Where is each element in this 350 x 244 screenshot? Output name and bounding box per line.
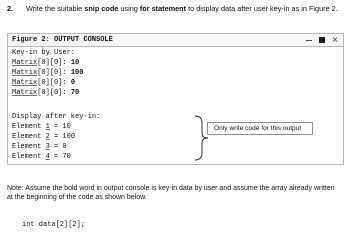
question-bold-for-statement: for statement [139,4,187,13]
console-input-line [12,89,79,98]
element-number: 4 [45,153,50,161]
array-name: Matrix [12,59,38,67]
question-text-part: to display data after user key-in as in Figure 2. [186,4,338,13]
array-index: [0][0]: [37,69,67,77]
element-sep: = [49,153,63,161]
maximize-button[interactable] [315,34,329,46]
element-value: 10 [62,123,71,131]
console-element-line [12,153,71,162]
element-sep: = [49,123,63,131]
question-number: 2. [7,4,14,13]
console-element-line [12,123,71,132]
array-index: [0][0]: [37,79,67,87]
element-sep: = [49,143,63,151]
question-text [26,4,338,13]
input-value: 10 [70,59,80,67]
input-value: 100 [70,69,84,77]
array-index: [0][0]: [37,89,67,97]
element-number: 1 [45,123,50,131]
maximize-icon [319,37,325,43]
assumption-note: Note: Assume the bold word in output console is key-in data by user and assume the array already written at the beginning of the code as shown below. [7,185,335,201]
array-name: Matrix [12,89,38,97]
minimize-icon [306,40,312,41]
output-console-window [7,33,344,165]
console-titlebar [8,34,343,47]
question-text-part: using [118,4,140,13]
console-header-display: Display after key-in: [12,113,101,121]
element-sep: = [49,133,63,141]
console-input-line [12,69,83,78]
element-label: Element [12,143,46,151]
element-value: 100 [62,133,76,141]
minimize-button[interactable] [302,34,316,46]
console-title: Figure 2: OUTPUT CONSOLE [12,36,113,44]
element-label: Element [12,123,46,131]
array-name: Matrix [12,79,38,87]
annotation-box [207,122,313,135]
console-input-line [12,79,75,88]
array-index: [0][0]: [37,59,67,67]
annotation-text: Only write code for this output [214,125,302,132]
element-number: 3 [45,143,50,151]
array-name: Matrix [12,69,38,77]
close-button[interactable]: × [331,35,339,44]
console-element-line [12,143,67,152]
question-bold-snip-code: snip code [84,4,119,13]
element-value: 0 [62,143,67,151]
console-input-line [12,59,79,68]
input-value: 0 [70,79,76,87]
input-value: 70 [70,89,80,97]
console-header-keyin: Key-in by User: [12,49,76,57]
element-label: Element [12,153,46,161]
code-snippet: int data[2][2]; [22,221,86,229]
element-value: 70 [62,153,71,161]
question-text-part: Write the suitable [26,4,85,13]
console-element-line [12,133,75,142]
element-number: 2 [45,133,50,141]
element-label: Element [12,133,46,141]
